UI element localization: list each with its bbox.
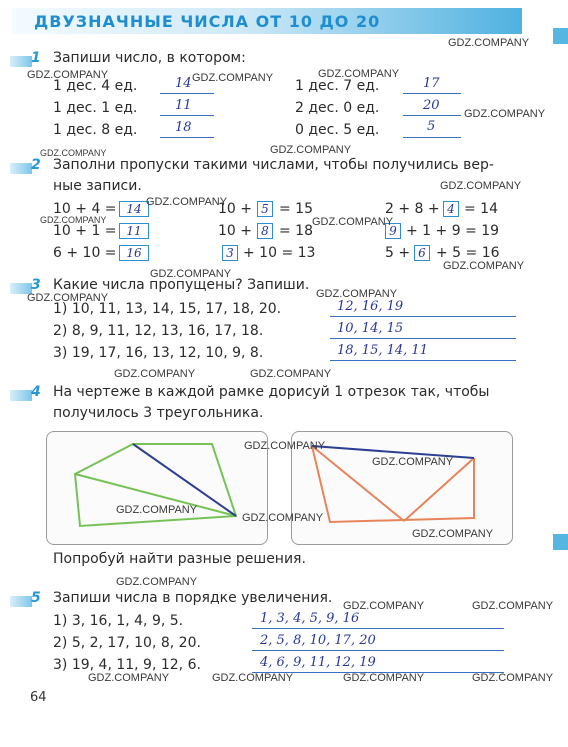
watermark: GDZ.COMPANY [316, 288, 398, 300]
handwritten-answer: 2, 5, 8, 10, 17, 20 [260, 633, 376, 648]
watermark: GDZ.COMPANY [88, 672, 170, 684]
answer-box: 5 [257, 201, 273, 217]
equation-text: 6 + 10 = [53, 245, 117, 261]
task3-row: 2) 8, 9, 11, 12, 13, 16, 17, 18. [53, 323, 264, 339]
watermark: GDZ.COMPANY [27, 292, 109, 304]
handwritten-answer: 4, 6, 9, 11, 12, 19 [260, 655, 376, 670]
equation-text: 10 + [218, 223, 252, 239]
equation-text: 10 + [218, 201, 252, 217]
answer-box: 3 [222, 245, 238, 261]
answer-box: 16 [119, 245, 149, 261]
task-prompt: На чертеже в каждой рамке дорисуй 1 отрезок так, чтобы [53, 384, 490, 400]
watermark: GDZ.COMPANY [270, 144, 352, 156]
watermark: GDZ.COMPANY [192, 72, 274, 84]
task-number: 3 [31, 277, 41, 293]
task1-row: 2 дес. 0 ед. [295, 100, 380, 116]
watermark: GDZ.COMPANY [40, 215, 107, 225]
watermark: GDZ.COMPANY [464, 108, 546, 120]
equation-text: = 15 [279, 201, 313, 217]
answer-box: 4 [443, 201, 459, 217]
watermark: GDZ.COMPANY [318, 68, 400, 80]
page-title: ДВУЗНАЧНЫЕ ЧИСЛА ОТ 10 ДО 20 [34, 12, 381, 31]
task-number: 4 [31, 384, 41, 400]
equation-text: = 14 [464, 201, 498, 217]
watermark: GDZ.COMPANY [372, 456, 454, 468]
watermark: GDZ.COMPANY [150, 268, 232, 280]
handwritten-answer: 11 [175, 98, 192, 113]
watermark: GDZ.COMPANY [443, 260, 525, 272]
task-number: 2 [31, 157, 41, 173]
watermark: GDZ.COMPANY [27, 69, 109, 81]
handwritten-answer: 12, 16, 19 [337, 299, 404, 314]
equation-text: + 10 = 13 [243, 245, 316, 261]
answer-box: 11 [119, 223, 149, 239]
equation-text: 2 + 8 + [385, 201, 440, 217]
handwritten-answer: 17 [423, 76, 440, 91]
task1-row: 1 дес. 4 ед. [53, 78, 138, 94]
watermark: GDZ.COMPANY [212, 672, 294, 684]
handwritten-answer: 14 [175, 76, 192, 91]
task-note: Попробуй найти разные решения. [53, 551, 306, 567]
watermark: GDZ.COMPANY [250, 368, 332, 380]
task1-row: 1 дес. 1 ед. [53, 100, 138, 116]
equation-text: 10 + 1 = [53, 223, 117, 239]
handwritten-answer: 10, 14, 15 [337, 321, 404, 336]
answer-box: 14 [119, 201, 149, 217]
answer-box: 9 [385, 223, 401, 239]
watermark: GDZ.COMPANY [343, 600, 425, 612]
task-prompt: Запиши числа в порядке увеличения. [53, 590, 333, 606]
task5-row: 2) 5, 2, 17, 10, 8, 20. [53, 635, 201, 651]
handwritten-answer: 1, 3, 4, 5, 9, 16 [260, 611, 360, 626]
handwritten-answer: 5 [427, 119, 436, 134]
watermark: GDZ.COMPANY [40, 148, 107, 158]
task5-row: 3) 19, 4, 11, 9, 12, 6. [53, 657, 201, 673]
answer-line [252, 628, 504, 629]
watermark: GDZ.COMPANY [472, 600, 554, 612]
task3-row: 1) 10, 11, 13, 14, 15, 17, 18, 20. [53, 301, 282, 317]
handwritten-answer: 20 [423, 98, 440, 113]
task-number: 5 [31, 590, 41, 606]
task-prompt: ные записи. [53, 178, 142, 194]
equation-text: = 18 [279, 223, 313, 239]
page-number: 64 [30, 690, 47, 705]
task1-row: 0 дес. 5 ед. [295, 122, 380, 138]
task5-row: 1) 3, 16, 1, 4, 9, 5. [53, 613, 184, 629]
handwritten-answer: 18 [175, 120, 192, 135]
watermark: GDZ.COMPANY [472, 672, 554, 684]
equation-text: + 5 = 16 [436, 245, 500, 261]
task-prompt: получилось 3 треугольника. [53, 405, 264, 421]
answer-line [252, 650, 504, 651]
task-marker [10, 596, 32, 607]
watermark: GDZ.COMPANY [116, 576, 198, 588]
answer-box: 6 [414, 245, 430, 261]
watermark: GDZ.COMPANY [448, 37, 530, 49]
task-number: 1 [31, 50, 41, 66]
watermark: GDZ.COMPANY [440, 180, 522, 192]
task3-row: 3) 19, 17, 16, 13, 12, 10, 9, 8. [53, 345, 264, 361]
watermark: GDZ.COMPANY [116, 504, 198, 516]
watermark: GDZ.COMPANY [412, 528, 494, 540]
watermark: GDZ.COMPANY [343, 672, 425, 684]
equation-text: 5 + [385, 245, 411, 261]
answer-box: 8 [257, 223, 273, 239]
task-prompt: Запиши число, в котором: [53, 50, 246, 66]
watermark: GDZ.COMPANY [114, 368, 196, 380]
watermark: GDZ.COMPANY [244, 440, 326, 452]
task1-row: 1 дес. 7 ед. [295, 78, 380, 94]
handwritten-answer: 18, 15, 14, 11 [337, 343, 428, 358]
equation-text: + 1 + 9 = 19 [406, 223, 500, 239]
task1-row: 1 дес. 8 ед. [53, 122, 138, 138]
task-prompt: Заполни пропуски такими числами, чтобы получились вер- [53, 157, 494, 173]
watermark: GDZ.COMPANY [242, 512, 324, 524]
watermark: GDZ.COMPANY [146, 196, 228, 208]
watermark: GDZ.COMPANY [312, 216, 394, 228]
equation-text: 10 + 4 = [53, 201, 117, 217]
task-prompt: Какие числа пропущены? Запиши. [53, 277, 310, 293]
